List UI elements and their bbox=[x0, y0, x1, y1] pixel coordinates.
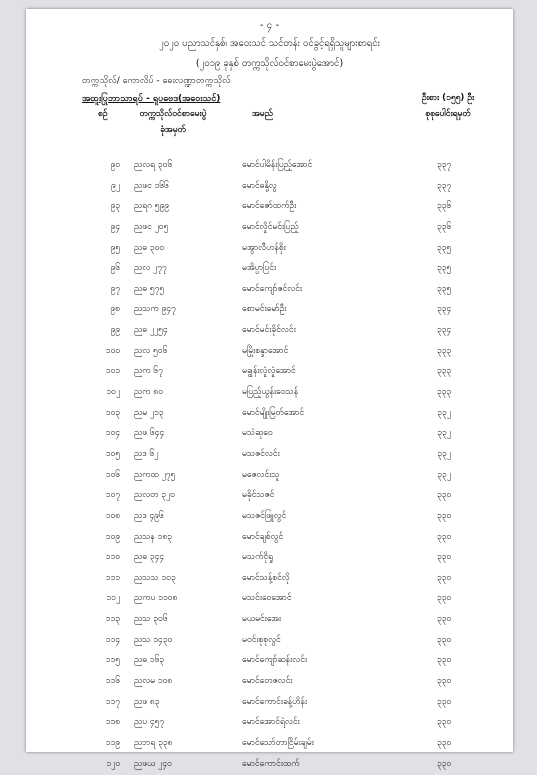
table-row bbox=[26, 156, 513, 177]
roll-number: ညဒ ၄၉၆ bbox=[134, 510, 164, 521]
total-mark: ၃၃၆ bbox=[436, 221, 452, 232]
total-mark: ၃၃၇ bbox=[436, 180, 452, 191]
row-number: ၁၁၇ bbox=[105, 696, 120, 707]
total-mark: ၃၃၂ bbox=[437, 469, 451, 480]
roll-number: ညဓ ၅၇၅ bbox=[134, 283, 165, 294]
student-name: မောင်မင်းခိုင်လင်း bbox=[242, 325, 296, 336]
roll-number: ညဖင ၂၀၅ bbox=[134, 221, 169, 232]
roll-number: ညက ၈၀ bbox=[134, 387, 163, 398]
row-number: ၉၆ bbox=[110, 263, 120, 274]
student-name: မောင်အောင်ရဲလင်း bbox=[242, 717, 300, 728]
total-mark: ၃၃၀ bbox=[436, 758, 452, 769]
table-row bbox=[26, 528, 513, 549]
total-mark: ၃၃၀ bbox=[436, 737, 452, 748]
table-row bbox=[26, 342, 513, 363]
roll-number: ညဓ ၃၀၀ bbox=[134, 242, 165, 253]
row-number: ၁၁၁ bbox=[105, 572, 120, 583]
student-name: မသဇင်ဖြူလွင် bbox=[242, 510, 287, 521]
roll-number: ညသက ၉၄၇ bbox=[134, 304, 176, 315]
total-mark: ၃၃၃ bbox=[436, 345, 452, 356]
student-name: မသက်ငိုရှု bbox=[242, 552, 273, 563]
total-mark: ၃၃၄ bbox=[436, 325, 452, 336]
table-row bbox=[26, 280, 513, 301]
row-number: ၁၁၃ bbox=[105, 614, 120, 625]
row-number: ၉၇ bbox=[110, 283, 120, 294]
header-roll-line2: ခုံအမှတ် bbox=[160, 125, 186, 135]
table-row bbox=[26, 218, 513, 239]
table-row bbox=[26, 300, 513, 321]
student-name: မသင်းဝေအောင် bbox=[242, 593, 292, 604]
page-number: - ၄ - bbox=[259, 20, 280, 31]
total-mark: ၃၃၀ bbox=[436, 696, 452, 707]
student-name: မောင်ဓနို့လွ bbox=[242, 180, 277, 191]
table-row bbox=[26, 259, 513, 280]
row-number: ၉၉ bbox=[110, 325, 120, 336]
row-number: ၉၈ bbox=[110, 304, 120, 315]
total-mark: ၃၃၆ bbox=[436, 201, 452, 212]
total-mark: ၃၃၂ bbox=[437, 428, 451, 439]
row-number: ၁၀၄ bbox=[105, 428, 120, 439]
row-number: ၁၁၈ bbox=[105, 717, 120, 728]
total-mark: ၃၃၅ bbox=[436, 283, 452, 294]
table-row bbox=[26, 486, 513, 507]
total-mark: ၃၃၀ bbox=[436, 593, 452, 604]
row-number: ၁၀၁ bbox=[105, 366, 120, 377]
student-name: မောင်သော်တာငြိမ်းချမ်း bbox=[242, 737, 314, 748]
roll-number: ညသန ၁၈၃ bbox=[134, 531, 172, 542]
student-name: မယမင်းအေး bbox=[242, 614, 282, 625]
student-name: မဝင်းစုစုလွင် bbox=[242, 634, 281, 645]
table-row bbox=[26, 383, 513, 404]
table-row bbox=[26, 445, 513, 466]
university-label: တက္ကသိုလ်/ ကောလိပ် - ဓေးလဏ္ဍာတက္ကသိုလ် bbox=[82, 76, 231, 86]
total-mark: ၃၃၀ bbox=[436, 510, 452, 521]
student-name: မောင်ကျော်ဆန်းလင်း bbox=[242, 655, 308, 666]
student-name: မောင်မျိုးမြတ်အောင် bbox=[242, 407, 305, 418]
roll-number: ညဖ ၈၃ bbox=[134, 696, 160, 707]
student-name: မဇေလင်းသူ bbox=[242, 469, 280, 480]
roll-number: ညဖယ ၂၄၀ bbox=[134, 758, 172, 769]
table-row bbox=[26, 610, 513, 631]
table-row bbox=[26, 755, 513, 775]
row-number: ၁၀၇ bbox=[105, 490, 120, 501]
table-row bbox=[26, 177, 513, 198]
table-row bbox=[26, 321, 513, 342]
roll-number: ညမ ၂၁၃ bbox=[134, 407, 164, 418]
row-number: ၉၃ bbox=[110, 201, 120, 212]
table-row bbox=[26, 693, 513, 714]
total-mark: ၃၃၀ bbox=[436, 655, 452, 666]
row-number: ၁၁၆ bbox=[105, 676, 120, 687]
student-name: မအိပ္ပာပြင်း bbox=[242, 263, 277, 274]
table-row bbox=[26, 362, 513, 383]
table-row bbox=[26, 507, 513, 528]
roll-number: ညဖင ၁၆၆ bbox=[134, 180, 169, 191]
student-name: မောင်သန့်စင်လို bbox=[242, 572, 290, 583]
row-number: ၉၂ bbox=[111, 180, 120, 191]
row-number: ၁၁၀ bbox=[105, 552, 120, 563]
total-mark: ၃၃၃ bbox=[436, 387, 452, 398]
row-number: ၁၁၅ bbox=[105, 655, 120, 666]
header-roll-line1: တက္ကသိုလ်ဝင်စာမေးပွဲ bbox=[139, 109, 207, 119]
total-mark: ၃၃၀ bbox=[436, 614, 452, 625]
row-number: ၁၀၅ bbox=[105, 448, 120, 459]
total-mark: ၃၃၇ bbox=[436, 160, 452, 170]
row-number: ၉၀ bbox=[110, 160, 120, 170]
total-mark: ၃၃၀ bbox=[436, 531, 452, 542]
table-row bbox=[26, 734, 513, 755]
total-mark: ၃၃၂ bbox=[437, 407, 451, 418]
total-mark: ၃၃၄ bbox=[436, 304, 452, 315]
roll-number: ညဖ ၆၄၄ bbox=[134, 428, 165, 439]
roll-number: ညသ ၁၄၃၀ bbox=[134, 634, 173, 645]
total-mark: ၃၃၀ bbox=[436, 634, 452, 645]
total-mark: ၃၃၀ bbox=[436, 717, 452, 728]
roll-number: ညရဂ ၅၉၉ bbox=[134, 201, 170, 212]
total-mark: ၃၃၅ bbox=[436, 242, 452, 253]
roll-number: ညလ ၅၀၆ bbox=[134, 345, 168, 356]
student-name: မောင်ကျော်ဇင်လင်း bbox=[242, 283, 303, 294]
table-row bbox=[26, 589, 513, 610]
student-table bbox=[26, 156, 513, 775]
roll-number: ညလရ ၃၀၆ bbox=[134, 160, 173, 170]
table-row bbox=[26, 631, 513, 652]
student-name: စောမင်းမော်ဦး bbox=[242, 304, 287, 315]
table-row bbox=[26, 466, 513, 487]
total-mark: ၃၃၀ bbox=[436, 490, 452, 501]
row-number: ၁၀၂ bbox=[106, 387, 120, 398]
row-number: ၁၀၆ bbox=[105, 469, 120, 480]
document-title: ၂၀၂၀ ပညာသင်နှစ်၊ အဝေးသင် သင်တန်း ဝင်ခွင့်ရရှိသူများစာရင်း bbox=[159, 38, 380, 49]
total-mark: ၃၃၀ bbox=[436, 676, 452, 687]
student-name: မောင်လှိုင်မင်းပြည့် bbox=[242, 221, 299, 232]
row-number: ၉၅ bbox=[110, 242, 120, 253]
row-number: ၁၁၂ bbox=[106, 593, 120, 604]
document-subtitle: (၂၀၁၉ ခုနှစ် တက္ကသိုလ်ဝင်စာမေးပွဲအောင်) bbox=[195, 58, 344, 69]
student-name: မောင်တေဇလင်း bbox=[242, 676, 293, 687]
total-mark: ၃၃၀ bbox=[436, 552, 452, 563]
roll-number: ညက ၆၇ bbox=[134, 366, 163, 377]
row-number: ၁၀၉ bbox=[105, 531, 120, 542]
roll-number: ညလတ ၃၂၀ bbox=[134, 490, 175, 501]
roll-number: ညဓ ၁၆၃ bbox=[134, 655, 165, 666]
table-row bbox=[26, 197, 513, 218]
student-name: မသဇင်လင်း bbox=[242, 448, 280, 459]
table-row bbox=[26, 569, 513, 590]
student-name: မောင်ကောင်းထက် bbox=[242, 758, 300, 769]
roll-number: ညလမ ၁၀၈ bbox=[134, 676, 173, 687]
header-mark-line1: ဦးစား (၁၅၅) ဦး bbox=[421, 93, 475, 103]
student-name: မောင်ကောင်းခန့်ဟိန်း bbox=[242, 696, 308, 707]
roll-number: ညကပ ၁၁၀၈ bbox=[134, 593, 178, 604]
table-row bbox=[26, 672, 513, 693]
student-name: မောင်ဇော်ထက်ဦး bbox=[242, 201, 297, 212]
table-row bbox=[26, 239, 513, 260]
header-mark-line2: စုစုပေါင်းရမှတ် bbox=[425, 109, 471, 119]
table-row bbox=[26, 424, 513, 445]
table-row bbox=[26, 651, 513, 672]
student-name: မအွာလီဟန်စိုး bbox=[242, 242, 286, 253]
row-number: ၁၂၀ bbox=[106, 758, 120, 769]
student-name: မမြိုးစန္ဒာအောင် bbox=[242, 345, 289, 356]
row-number: ၁၀၈ bbox=[105, 510, 120, 521]
total-mark: ၃၃၅ bbox=[436, 263, 452, 274]
student-name: မခိုင်သဇင် bbox=[242, 490, 275, 501]
student-name: မပြည့်ယွန်းဝေသန် bbox=[242, 387, 299, 398]
document-page bbox=[26, 9, 513, 769]
table-row bbox=[26, 404, 513, 425]
table-row bbox=[26, 713, 513, 734]
roll-number: ညဒ ၆၂ bbox=[134, 448, 159, 459]
roll-number: ညဘရ ၃၃၈ bbox=[134, 737, 173, 748]
row-number: ၁၀၃ bbox=[105, 407, 120, 418]
roll-number: ညပ ၄၅၇ bbox=[134, 717, 165, 728]
student-name: မသဲဆုဝေ bbox=[242, 428, 273, 439]
row-number: ၁၁၉ bbox=[105, 737, 120, 748]
student-name: မချွန်းလှုံလှုံအောင် bbox=[242, 366, 296, 377]
roll-number: ညသ ၃၀၆ bbox=[134, 614, 168, 625]
total-mark: ၃၃၀ bbox=[436, 572, 452, 583]
header-name: အမည် bbox=[252, 109, 273, 119]
student-name: မောင်ပါမိန်းပြည့်အောင် bbox=[242, 160, 313, 170]
header-no: စဉ် bbox=[98, 109, 108, 119]
roll-number: ညဓ ၃၄၄ bbox=[134, 552, 165, 563]
row-number: ၁၀၀ bbox=[105, 345, 120, 356]
table-row bbox=[26, 548, 513, 569]
roll-number: ညဓ ၂၂၅၄ bbox=[134, 325, 168, 336]
total-mark: ၃၃၂ bbox=[437, 448, 451, 459]
roll-number: ညလ ၂၇၇ bbox=[134, 263, 167, 274]
row-number: ၉၄ bbox=[110, 221, 120, 232]
student-name: မောင်ချစ်လွင် bbox=[242, 531, 284, 542]
row-number: ၁၁၄ bbox=[105, 634, 120, 645]
roll-number: ညကထ ၂၇၅ bbox=[134, 469, 176, 480]
major-label: အထူးပြုဘာသာရပ် - ရူပဗေဒ(အဝေးသင်) bbox=[82, 94, 221, 104]
total-mark: ၃၃၃ bbox=[436, 366, 452, 377]
roll-number: ညသသ ၁၀၃ bbox=[134, 572, 176, 583]
